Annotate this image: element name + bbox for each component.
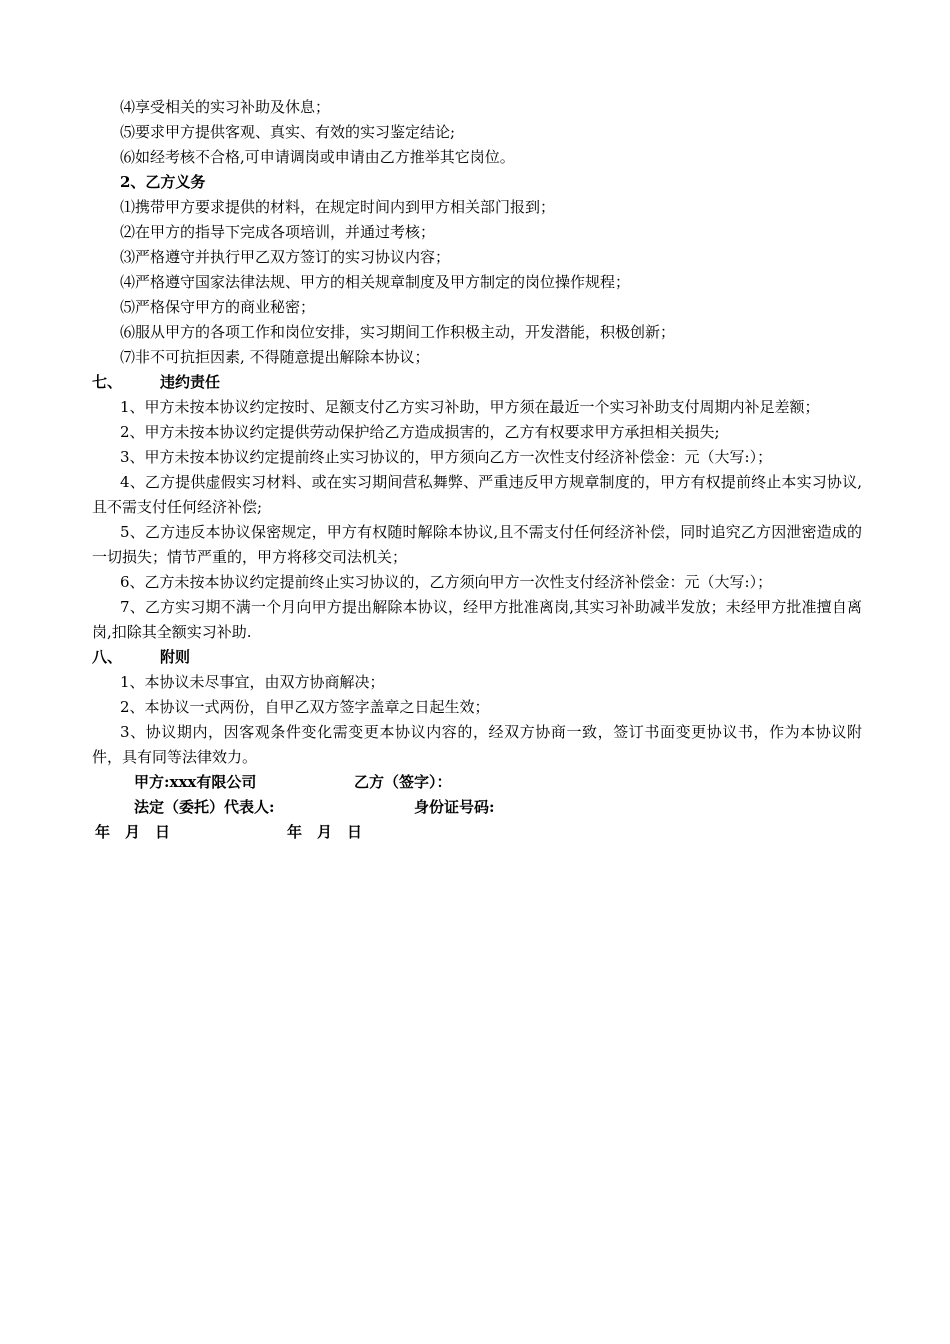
signature-row-parties	[92, 770, 862, 795]
list-item: ⑸严格保守甲方的商业秘密；	[120, 298, 316, 316]
clause-paragraph: 2、本协议一式两份，自甲乙双方签字盖章之日起生效；	[120, 698, 490, 716]
clause-paragraph: 5、乙方违反本协议保密规定，甲方有权随时解除本协议,且不需支付任何经济补偿，同时追究乙方因泄密造成的一切损失；情节严重的，甲方将移交司法机关；	[92, 523, 862, 566]
list-item: ⑷享受相关的实习补助及休息；	[120, 98, 331, 116]
list-item: ⑺非不可抗拒因素, 不得随意提出解除本协议；	[120, 348, 430, 366]
party-b-label: 乙方（签字）：	[354, 773, 452, 791]
clause-paragraph: 3、甲方未按本协议约定提前终止实习协议的，甲方须向乙方一次性支付经济补偿金：元（大写:）；	[120, 448, 773, 466]
clause-paragraph: 6、乙方未按本协议约定提前终止实习协议的，乙方须向甲方一次性支付经济补偿金：元（大写:）；	[120, 573, 773, 591]
clause-paragraph: 1、本协议未尽事宜，由双方协商解决；	[120, 673, 385, 691]
signature-row-representatives	[92, 795, 862, 820]
clause-paragraph: 1、甲方未按本协议约定按时、足额支付乙方实习补助，甲方须在最近一个实习补助支付周期内补足差额；	[120, 398, 820, 416]
clause-paragraph: 7、乙方实习期不满一个月向甲方提出解除本协议，经甲方批准离岗,其实习补助减半发放；未经甲方批准擅自离岗,扣除其全额实习补助.	[92, 598, 862, 641]
section-heading-8	[92, 645, 862, 670]
document-body	[92, 95, 862, 845]
list-item: ⑸要求甲方提供客观、真实、有效的实习鉴定结论;	[120, 123, 456, 141]
subsection-title: 2、乙方义务	[120, 173, 206, 191]
list-item: ⑹如经考核不合格,可申请调岗或申请由乙方推举其它岗位。	[120, 148, 515, 166]
date-party-a: 年 月 日	[95, 823, 171, 841]
list-item: ⑴携带甲方要求提供的材料，在规定时间内到甲方相关部门报到；	[120, 198, 556, 216]
section-heading-7	[92, 370, 862, 395]
list-item: ⑷严格遵守国家法律法规、甲方的相关规章制度及甲方制定的岗位操作规程；	[120, 273, 631, 291]
clause-paragraph: 2、甲方未按本协议约定提供劳动保护给乙方造成损害的，乙方有权要求甲方承担相关损失;	[120, 423, 720, 441]
signature-row-dates	[92, 820, 862, 845]
list-item: ⑵在甲方的指导下完成各项培训，并通过考核；	[120, 223, 436, 241]
section-number: 八、	[92, 648, 123, 666]
section-title: 违约责任	[160, 373, 221, 391]
clause-paragraph: 4、乙方提供虚假实习材料、或在实习期间营私舞弊、严重违反甲方规章制度的，甲方有权提前终止本实习协议,且不需支付任何经济补偿;	[92, 473, 862, 516]
list-item: ⑶严格遵守并执行甲乙双方签订的实习协议内容；	[120, 248, 451, 266]
legal-rep-label: 法定（委托）代表人:	[134, 798, 275, 816]
date-party-b: 年 月 日	[287, 823, 363, 841]
party-a-label: 甲方:xxx有限公司	[134, 773, 257, 791]
list-item: ⑹服从甲方的各项工作和岗位安排，实习期间工作积极主动，开发潜能，积极创新；	[120, 323, 676, 341]
clause-paragraph: 3、协议期内，因客观条件变化需变更本协议内容的，经双方协商一致，签订书面变更协议书，作为本协议附件，具有同等法律效力。	[92, 723, 862, 766]
section-title: 附则	[160, 648, 191, 666]
id-number-label: 身份证号码:	[414, 798, 495, 816]
section-number: 七、	[92, 373, 123, 391]
